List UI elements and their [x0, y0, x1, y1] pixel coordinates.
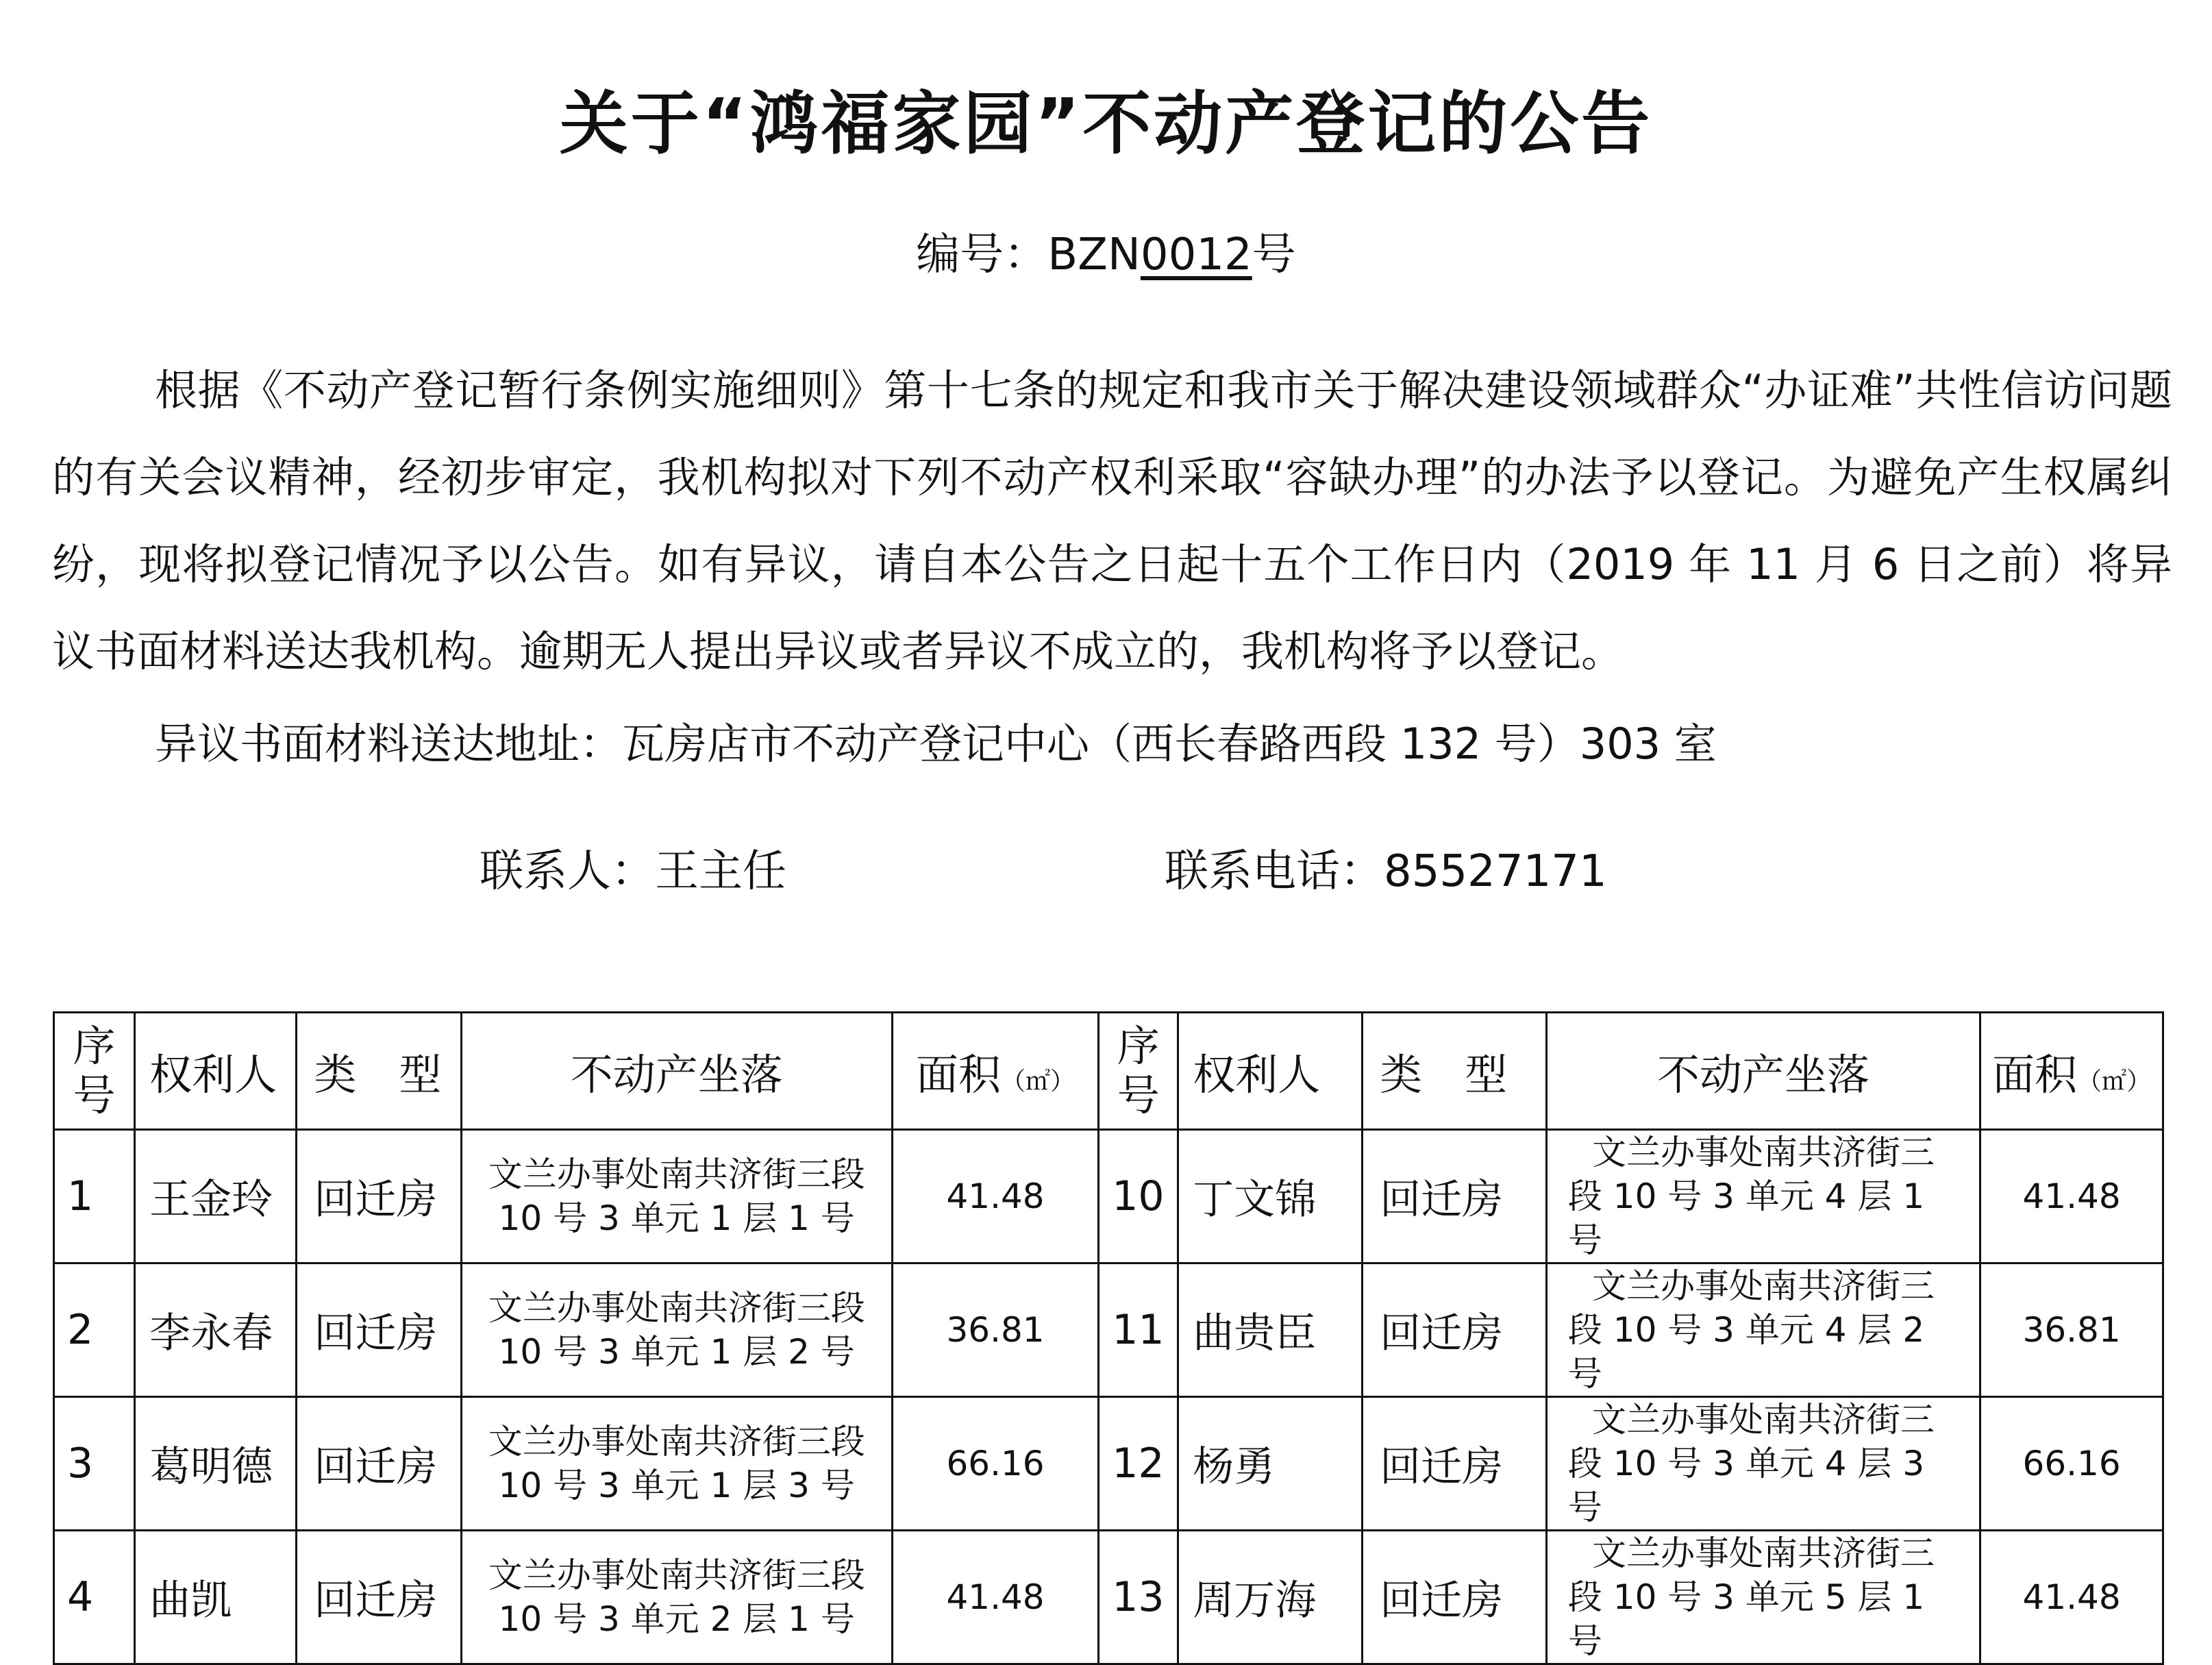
cell-name: 王金玲	[135, 1130, 297, 1263]
cell-name: 周万海	[1178, 1531, 1363, 1664]
cell-type: 回迁房	[1363, 1263, 1547, 1397]
header-name: 权利人	[135, 1013, 297, 1130]
cell-seq: 11	[1099, 1263, 1178, 1397]
cell-location: 文兰办事处南共济街三 段 10 号 3 单元 4 层 2 号	[1546, 1263, 1980, 1397]
cell-type: 回迁房	[1363, 1130, 1547, 1263]
cell-location: 文兰办事处南共济街三 段 10 号 3 单元 4 层 3 号	[1546, 1397, 1980, 1531]
table-row	[54, 1130, 2163, 1263]
cell-type: 回迁房	[297, 1263, 461, 1397]
header-area: 面积（㎡）	[1980, 1013, 2163, 1130]
cell-type: 回迁房	[1363, 1531, 1547, 1664]
cell-area: 41.48	[892, 1130, 1098, 1263]
document-number-suffix: 号	[1252, 230, 1296, 280]
document-number-code: 0012	[1140, 230, 1252, 280]
contact-phone: 联系电话：85527171	[1165, 846, 1607, 897]
cell-location: 文兰办事处南共济街三 段 10 号 3 单元 4 层 1 号	[1546, 1130, 1980, 1263]
cell-area: 66.16	[892, 1397, 1098, 1531]
cell-seq: 3	[54, 1397, 135, 1531]
cell-location: 文兰办事处南共济街三段 10 号 3 单元 1 层 3 号	[461, 1397, 892, 1531]
cell-seq: 2	[54, 1263, 135, 1397]
header-name: 权利人	[1178, 1013, 1363, 1130]
cell-seq: 10	[1099, 1130, 1178, 1263]
cell-area: 41.48	[1980, 1130, 2163, 1263]
cell-seq: 1	[54, 1130, 135, 1263]
cell-type: 回迁房	[297, 1130, 461, 1263]
property-table	[53, 1011, 2164, 1665]
cell-name: 葛明德	[135, 1397, 297, 1531]
notice-paragraph: 根据《不动产登记暂行条例实施细则》第十七条的规定和我市关于解决建设领域群众“办证难”共性信访问题的有关会议精神，经初步审定，我机构拟对下列不动产权利采取“容缺办理”的办法予以登记。为避免产生权属纠纷，现将拟登记情况予以公告。如有异议，请自本公告之日起十五个工作日内（2019 年 11 月 6 日之前）将异议书面材料送达我机构。逾期无人提出异议或者异议不成立的，我机构将予以登记。	[52, 365, 2172, 676]
cell-location: 文兰办事处南共济街三段 10 号 3 单元 2 层 1 号	[461, 1531, 892, 1664]
table-header-row	[54, 1013, 2163, 1130]
header-area: 面积（㎡）	[892, 1013, 1098, 1130]
header-seq: 序 号	[54, 1013, 135, 1130]
table-row	[54, 1531, 2163, 1664]
header-seq: 序 号	[1099, 1013, 1178, 1130]
cell-area: 36.81	[892, 1263, 1098, 1397]
cell-seq: 13	[1099, 1531, 1178, 1664]
cell-type: 回迁房	[297, 1397, 461, 1531]
cell-seq: 12	[1099, 1397, 1178, 1531]
cell-area: 41.48	[1980, 1531, 2163, 1664]
cell-location: 文兰办事处南共济街三段 10 号 3 单元 1 层 1 号	[461, 1130, 892, 1263]
header-location: 不动产坐落	[461, 1013, 892, 1130]
cell-name: 丁文锦	[1178, 1130, 1363, 1263]
page-title: 关于“鸿福家园”不动产登记的公告	[559, 84, 1653, 164]
cell-name: 曲凯	[135, 1531, 297, 1664]
cell-area: 36.81	[1980, 1263, 2163, 1397]
header-type: 类 型	[1363, 1013, 1547, 1130]
cell-type: 回迁房	[1363, 1397, 1547, 1531]
table-row	[54, 1263, 2163, 1397]
document-number-prefix: 编号：BZN	[916, 230, 1141, 280]
cell-name: 李永春	[135, 1263, 297, 1397]
cell-seq: 4	[54, 1531, 135, 1664]
cell-type: 回迁房	[297, 1531, 461, 1664]
contact-person: 联系人：王主任	[480, 846, 786, 897]
document-number	[0, 219, 2212, 282]
cell-name: 杨勇	[1178, 1397, 1363, 1531]
header-type: 类 型	[297, 1013, 461, 1130]
cell-location: 文兰办事处南共济街三 段 10 号 3 单元 5 层 1 号	[1546, 1531, 1980, 1664]
cell-name: 曲贵臣	[1178, 1263, 1363, 1397]
address-paragraph: 异议书面材料送达地址：瓦房店市不动产登记中心（西长春路西段 132 号）303 室	[155, 719, 1717, 769]
cell-area: 66.16	[1980, 1397, 2163, 1531]
cell-location: 文兰办事处南共济街三段 10 号 3 单元 1 层 2 号	[461, 1263, 892, 1397]
header-location: 不动产坐落	[1546, 1013, 1980, 1130]
cell-area: 41.48	[892, 1531, 1098, 1664]
table-row	[54, 1397, 2163, 1531]
